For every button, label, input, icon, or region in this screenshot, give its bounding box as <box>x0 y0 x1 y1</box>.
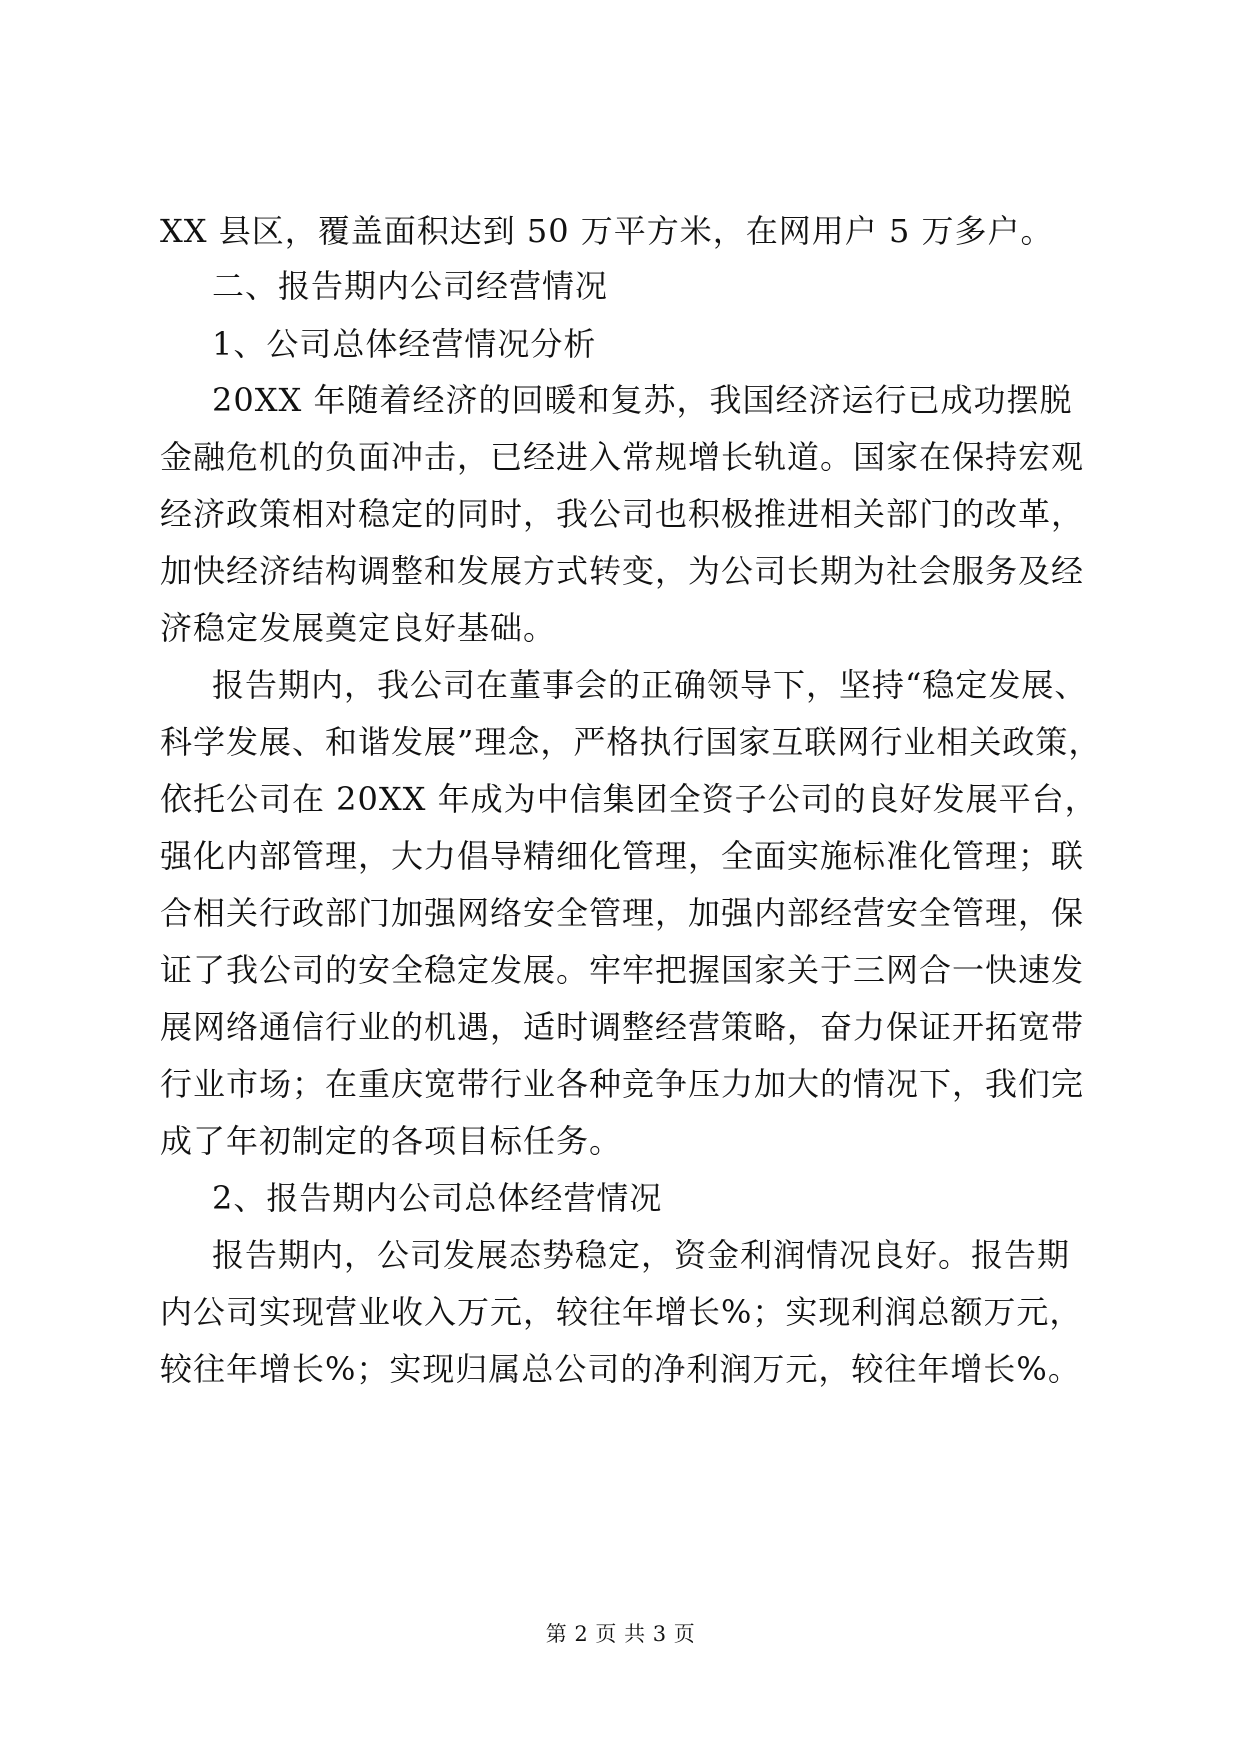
subsection-heading: 1、公司总体经营情况分析 <box>212 325 597 363</box>
body-line: 合相关行政部门加强网络安全管理，加强内部经营安全管理，保 <box>160 894 1085 932</box>
body-line: 报告期内，我公司在董事会的正确领导下，坚持“稳定发展、 <box>212 666 1088 704</box>
body-line: 加快经济结构调整和发展方式转变，为公司长期为社会服务及经 <box>160 552 1085 590</box>
body-line: 20XX 年随着经济的回暖和复苏，我国经济运行已成功摆脱 <box>212 381 1073 419</box>
body-line: 行业市场；在重庆宽带行业各种竞争压力加大的情况下，我们完 <box>160 1065 1085 1103</box>
section-heading: 二、报告期内公司经营情况 <box>212 267 609 305</box>
body-line: 内公司实现营业收入万元，较往年增长%；实现利润总额万元， <box>160 1293 1083 1331</box>
page-number-footer: 第 2 页 共 3 页 <box>545 1622 696 1646</box>
body-line: 展网络通信行业的机遇，适时调整经营策略，奋力保证开拓宽带 <box>160 1008 1085 1046</box>
body-line: 科学发展、和谐发展”理念，严格执行国家互联网行业相关政策， <box>160 723 1102 761</box>
body-line: 金融危机的负面冲击，已经进入常规增长轨道。国家在保持宏观 <box>160 438 1085 476</box>
body-line: 依托公司在 20XX 年成为中信集团全资子公司的良好发展平台， <box>160 780 1098 818</box>
body-line: 成了年初制定的各项目标任务。 <box>160 1122 623 1160</box>
body-line: 较往年增长%；实现归属总公司的净利润万元，较往年增长%。 <box>160 1350 1081 1388</box>
body-line: 报告期内，公司发展态势稳定，资金利润情况良好。报告期 <box>212 1236 1071 1274</box>
body-line: 经济政策相对稳定的同时，我公司也积极推进相关部门的改革， <box>160 495 1085 533</box>
body-line: 济稳定发展奠定良好基础。 <box>160 609 557 647</box>
body-line: 强化内部管理，大力倡导精细化管理，全面实施标准化管理；联 <box>160 837 1085 875</box>
body-line: 证了我公司的安全稳定发展。牢牢把握国家关于三网合一快速发 <box>160 951 1085 989</box>
subsection-heading: 2、报告期内公司总体经营情况 <box>212 1179 663 1217</box>
body-line: XX 县区，覆盖面积达到 50 万平方米，在网用户 5 万多户。 <box>160 212 1054 250</box>
